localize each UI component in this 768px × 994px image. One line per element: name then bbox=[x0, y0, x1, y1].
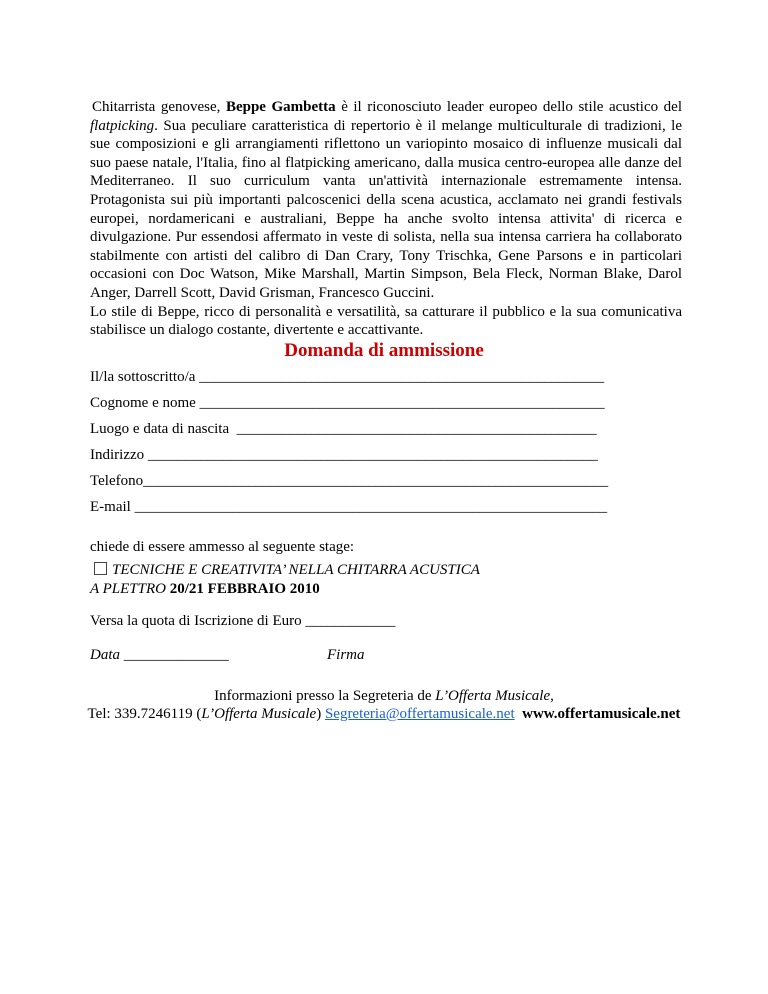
field-sottoscritto[interactable]: Il/la sottoscritto/a ______________________________________________________ bbox=[90, 369, 605, 385]
signature-text: Firma bbox=[327, 647, 365, 663]
info-suffix: , bbox=[550, 688, 554, 704]
stage-checkbox[interactable] bbox=[94, 562, 107, 575]
fee-field[interactable]: Versa la quota di Iscrizione di Euro ____________ bbox=[90, 613, 396, 629]
bio-intro: Chitarrista genovese, bbox=[92, 99, 226, 115]
field-telefono[interactable]: Telefono______________________________________________________________ bbox=[90, 473, 609, 489]
field-indirizzo[interactable]: Indirizzo ____________________________________________________________ bbox=[90, 447, 598, 463]
field-luogo-data-nascita[interactable]: Luogo e data di nascita ________________________________________________ bbox=[90, 421, 597, 437]
bio-body: . Sua peculiare caratteristica di repertorio è il melange multiculturale di tradizioni, le sue composizioni e gli arrangiamenti riflettono un variopinto mosaico di influenze musicali dal suo paese natale, l'Italia, fino al flatpicking americano, dalla musica centro-europea alle danze del Mediterraneo. Il suo curriculum vanta un'attività internazionale estremamente intensa. Protagonista sui più importanti palcoscenici della scena acustica, acclamato nei grandi festivals europei, nordamericani e australiani, Beppe ha anche svolto intensa attivita' di ricerca e divulgazione. Pur essendosi affermato in veste di solista, nella sua intensa carriera ha collaborato stabilmente con artisti del calibro di Dan Crary, Tony Trischka, Gene Parsons e in particolari occasioni con Doc Watson, Mike Marshall, Martin Simpson, Bela Fleck, Norman Blake, Darol Anger, Darrell Scott, David Grisman, Francesco Guccini. bbox=[90, 117, 682, 301]
info-line bbox=[0, 687, 768, 706]
tel-suffix: ) bbox=[316, 706, 325, 722]
stage-option bbox=[90, 561, 480, 599]
stage-dates: 20/21 FEBBRAIO 2010 bbox=[166, 581, 320, 597]
tel-prefix: Tel: 339.7246119 ( bbox=[87, 706, 202, 722]
field-email[interactable]: E-mail _______________________________________________________________ bbox=[90, 499, 608, 515]
style-term: flatpicking bbox=[90, 117, 155, 134]
bio-section bbox=[90, 98, 682, 340]
form-title: Domanda di ammissione bbox=[284, 340, 484, 361]
date-blank: ______________ bbox=[120, 647, 229, 663]
website-link[interactable]: www.offertamusicale.net bbox=[522, 706, 681, 722]
bio-paragraph bbox=[90, 98, 682, 303]
tel-org: L’Offerta Musicale bbox=[201, 706, 317, 722]
contact-line bbox=[0, 705, 768, 724]
stage-title-cont: A PLETTRO bbox=[90, 581, 166, 597]
signature-label bbox=[327, 646, 365, 664]
info-prefix: Informazioni presso la Segreteria de bbox=[214, 688, 436, 704]
bio-intro-suffix: è il riconosciuto leader europeo dello stile acustico del bbox=[335, 99, 682, 115]
date-field[interactable] bbox=[90, 646, 229, 664]
field-cognome-nome[interactable]: Cognome e nome ______________________________________________________ bbox=[90, 395, 605, 411]
stage-title: TECNICHE E CREATIVITA’ NELLA CHITARRA ACUSTICA bbox=[112, 562, 480, 578]
bio-closing: Lo stile di Beppe, ricco di personalità e versatilità, sa catturare il pubblico e la sua comunicativa stabilisce un dialogo costante, divertente e accattivante. bbox=[90, 303, 682, 339]
email-link[interactable]: Segreteria@offertamusicale.net bbox=[324, 706, 515, 722]
request-text: chiede di essere ammesso al seguente stage: bbox=[90, 539, 355, 555]
info-org: L’Offerta Musicale bbox=[435, 688, 551, 704]
date-label: Data bbox=[90, 647, 120, 663]
artist-name: Beppe Gambetta bbox=[225, 99, 336, 115]
